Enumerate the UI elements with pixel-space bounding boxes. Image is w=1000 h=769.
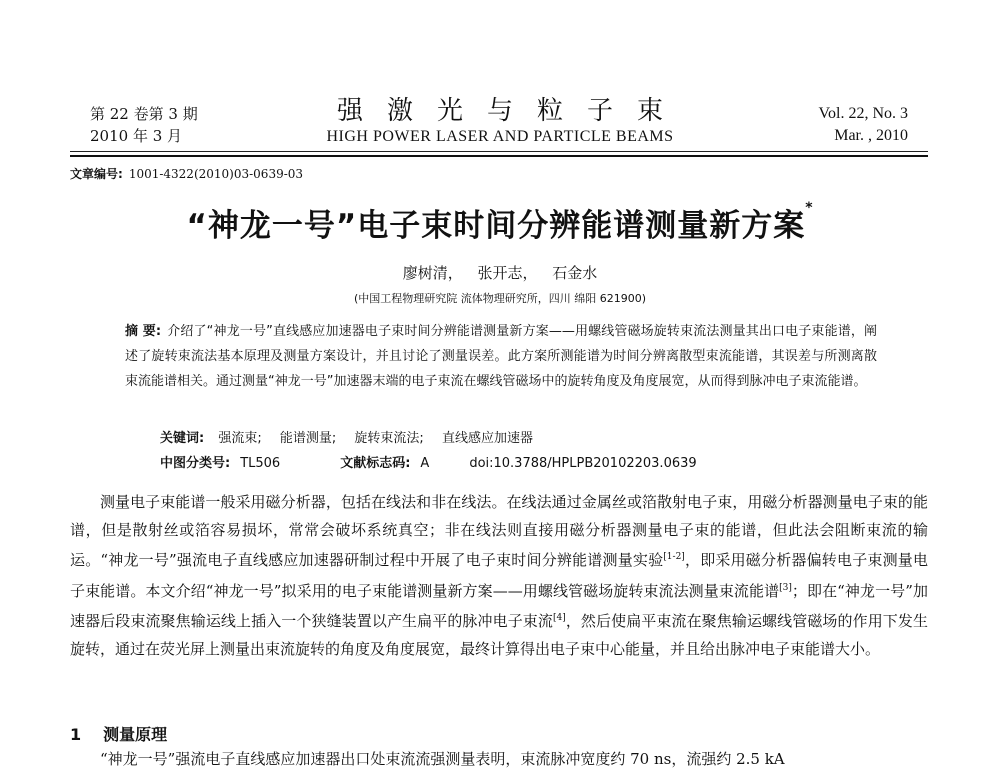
date-cn: 2010 年 3 月 [90,127,183,145]
body-text: ，即采用磁分析器偏转电子束测量电子束能谱。本文介绍“神龙一号”拟采用的电子束能谱测量新方案——用螺线管磁场旋转束流法测量束流能谱 [70,551,928,600]
date-en: Mar. , 2010 [834,127,908,144]
volume-cn: 第 22 卷第 3 期 [90,105,198,123]
doc-code-label: 文献标志码: [340,456,411,471]
doi: doi:10.3788/HPLPB20102203.0639 [469,456,697,471]
body-text: 测量电子束能谱一般采用磁分析器，包括在线法和非在线法。在线法通过金属丝或箔散射电子束，用磁分析器测量电子束的能谱，但是散射丝或箔容易损坏，常常会破坏系统真空；非在线法则直接用磁分析器测量电子束的能谱，但此法会阻断束流的输运。“神龙一号”强流电子直线感应加速器研制过程中开展了电子束时间分辨能谱测量实验 [70,493,928,569]
volume-en: Vol. 22, No. 3 [818,105,908,122]
header-rule-thick [70,155,928,157]
abstract-text: 介绍了“神龙一号”直线感应加速器电子束时间分辨能谱测量新方案——用螺线管磁场旋转束流法测量其出口电子束能谱，阐述了旋转束流法基本原理及测量方案设计，并且讨论了测量误差。此方案所测能谱为时间分辨离散型束流能谱，其误差与所测离散束流能谱相关。通过测量“神龙一号”加速器末端的电子束流在螺线管磁场中的旋转角度及角度展宽，从而得到脉冲电子束流能谱。 [125,324,877,389]
body-text: ，然后使扁平束流在聚焦输运螺线管磁场的作用下发生旋转，通过在荧光屏上测量出束流旋转的角度及角度展宽，最终计算得出电子束中心能量，并且给出脉冲电子束能谱大小。 [70,612,928,658]
intro-paragraph [70,489,928,663]
title-footnote-mark: * [805,200,814,216]
keywords [160,427,547,446]
body-text: ；即在“神龙一号”加速器后段束流聚焦输运线上插入一个狭缝装置以产生扁平的脉冲电子束流 [70,581,928,630]
keywords-label: 关键词: [160,431,205,446]
journal-name-en: HIGH POWER LASER AND PARTICLE BEAMS [326,128,674,145]
header-right [819,103,909,147]
doc-code-value: A [420,456,430,471]
citation-ref: [4] [553,613,566,623]
journal-name-cn: 强激光与粒子束 [336,96,687,126]
section-title: 测量原理 [103,725,168,744]
article-number-value: 1001-4322(2010)03-0639-03 [128,167,304,181]
citation-ref: [1-2] [663,552,685,562]
affiliation: (中国工程物理研究院 流体物理研究所，四川 绵阳 621900) [353,292,647,305]
classification-line [160,452,697,471]
article-number [70,165,303,182]
keyword-item: 强流束; [218,431,262,446]
article-number-label: 文章编号: [70,167,123,181]
keyword-item: 直线感应加速器 [441,431,533,446]
citation-ref: [3] [779,582,792,593]
keyword-item: 旋转束流法; [354,431,424,446]
section-first-line: “神龙一号”强流电子直线感应加速器出口处束流流强测量表明，束流脉冲宽度约 70 ns，流强约 2.5 kA [100,750,785,768]
clc-value: TL506 [240,456,281,471]
abstract [125,319,877,394]
paper-title [0,200,1000,245]
section-heading [70,722,167,745]
paper-title-text: “神龙一号”电子束时间分辨能谱测量新方案 [186,208,806,244]
keyword-item: 能谱测量; [279,431,337,446]
header-rule-thin [70,151,928,152]
section-number: 1 [70,725,82,744]
clc-label: 中图分类号: [160,456,231,471]
authors: 廖树清， 张开志， 石金水 [402,264,598,282]
abstract-label: 摘 要: [125,324,162,339]
